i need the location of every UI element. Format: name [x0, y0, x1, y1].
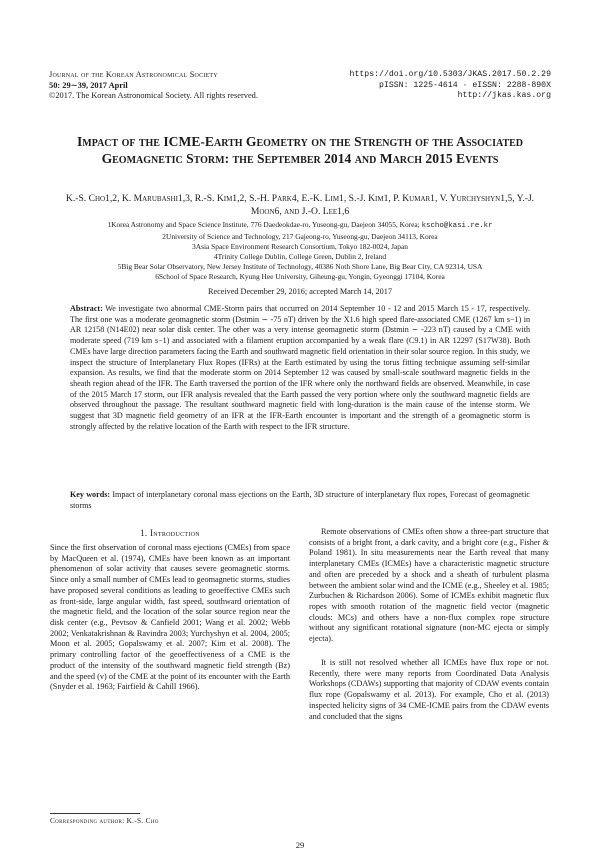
journal-name: Journal of the Korean Astronomical Society [49, 70, 218, 79]
affiliation-text: 6School of Space Research, Kyung Hee University, Giheung-gu, Yongin, Gyeonggi 17104, Korea [155, 271, 445, 281]
issn-line: pISSN: 1225-4614 · eISSN: 2288-890X [379, 80, 551, 90]
intro-right-column [309, 527, 549, 722]
received-date: Received December 29, 2016; accepted March 14, 2017 [208, 287, 392, 296]
footnote-rule [50, 813, 140, 814]
copyright-line: ©2017. The Korean Astronomical Society. All rights reserved. [49, 91, 258, 100]
journal-identifiers [291, 70, 551, 102]
intro-left-column: Since the first observation of coronal mass ejections (CMEs) from space by MacQueen et al. (1974), CMEs have been known as an important phenomenon of solar activity that causes severe geomagnetic storms. Since only a small number of CMEs lead to geomagnetic storms, studies have proposed several conditions as leading to geoeffective CMEs such as front-side, large angular width, fast speed, southward orientation of the magnetic field, and the location of the solar source region near the disk center (e.g., Pevtsov & Canfield 2001; Wang et al. 2002; Webb 2002; Venkatakrishnan & Ravindra 2003; Yurchyshyn et al. 2004, 2005; Moon et al. 2005; Gopalswamy et al. 2007; Kim et al. 2008). The primary controlling factor of the geoeffectiveness of a CME is the product of the intensity of the southward magnetic field strength (Bz) and the speed (v) of the CME at the point of its encounter with the Earth (Snyder et al. 1963; Fairfield & Cahill 1966). [50, 543, 290, 692]
affiliation-line [40, 220, 560, 232]
affiliation-text: 1Korea Astronomy and Space Science Institute, 776 Daedeokdae-ro, Yuseong-gu, Daejeon 34055, Korea; [107, 220, 422, 229]
affiliation-line [40, 262, 560, 272]
keywords-label: Key words: [70, 490, 111, 499]
abstract [70, 304, 530, 433]
journal-url-link[interactable]: http://jkas.kas.org [457, 91, 551, 100]
abstract-label: Abstract: [70, 304, 103, 313]
page-number: 29 [295, 840, 305, 850]
affiliation-line [40, 272, 560, 282]
keywords-text: Impact of interplanetary coronal mass ejections on the Earth, 3D structure of interplanetary flux ropes, Forecast of geomagnetic storms [70, 490, 530, 510]
affiliation-line [40, 252, 560, 262]
paper-title: Impact of the ICME-Earth Geometry on the Strength of the Associated Geomagnetic Storm: the September 2014 and March 2015 Events [76, 134, 524, 166]
affiliations [40, 220, 560, 281]
abstract-text: We investigate two abnormal CME-Storm pairs that occurred on 2014 September 10 - 12 and 2015 March 15 - 17, respectively. The first one was a moderate geomagnetic storm (Dstmin ∼ -75 nT) driven by the X1.6 high speed flare-associated CME (1267 km s−1) in AR 12158 (N14E02) near solar disk center. The other was a very intense geomagnetic storm (Dstmin ∼ -223 nT) caused by a CME with moderate speed (719 km s−1) and associated with a filament eruption accompanied by a weak flare (C9.1) in AR 12297 (S17W38). Both CMEs have large direction parameters facing the Earth and southward magnetic field orientation in their solar source region. In this study, we inspect the structure of Interplanetary Flux Ropes (IFRs) at the Earth estimated by using the torus fitting technique assuming self-similar expansion. As results, we find that the moderate storm on 2014 September 12 was caused by small-scale southward magnetic fields in the sheath region ahead of the IFR. The Earth traversed the portion of the IFR where only the northward fields are observed. Meanwhile, in case of the 2015 March 17 storm, our IFR analysis revealed that the Earth passed the very portion where only the southward magnetic fields are observed throughout the passage. The resultant southward magnetic field with long-duration is the main cause of the intense storm. We suggest that 3D magnetic field geometry of an IFR at the IFR-Earth encounter is important and the strength of a geomagnetic storm is strongly affected by the relative location of the Earth with respect to the IFR structure. [70, 304, 530, 431]
affiliation-text: 2University of Science and Technology, 217 Gajeong-ro, Yuseong-gu, Daejeon 34113, Korea [162, 231, 438, 241]
affiliation-line [40, 232, 560, 242]
section-heading: 1. Introduction [140, 528, 200, 538]
volume-line: 50: 29∼39, 2017 April [49, 80, 128, 90]
email-link[interactable]: kscho@kasi.re.kr [421, 222, 493, 230]
intro-paragraph: It is still not resolved whether all ICMEs have flux rope or not. Recently, there were many reports from Coordinated Data Analysis Workshops (CDAWs) supporting that majority of CDAW events contain flux rope (Gopalswamy et al. 2013). For example, Cho et al. (2013) inspected helicity signs of 34 CME-ICME pairs from the CDAW events and concluded that the signs [309, 657, 549, 721]
keywords [70, 490, 530, 511]
affiliation-line [40, 242, 560, 252]
corresponding-author: Corresponding author: K.-S. Cho [50, 816, 159, 825]
author-list: K.-S. Cho1,2, K. Marubashi1,3, R.-S. Kim1,2, S.-H. Park4, E.-K. Lim1, S.-J. Kim1, P. Kumar1, V. Yurchyshyn1,5, Y.-J. Moon6, and J.-O. Lee1,6 [65, 193, 535, 217]
intro-paragraph: Remote observations of CMEs often show a three-part structure that consists of a bright front, a dark cavity, and a bright core (e.g., Fisher & Poland 1981). In situ measurements near the Earth reveal that many interplanetary CMEs (ICMEs) have a characteristic magnetic structure and often are preceded by a shock and a sheath of turbulent plasma between the ambient solar wind and the ICME (e.g., Sheeley et al. 1985; Zurbuchen & Richardson 2006). Some of ICMEs exhibit magnetic flux ropes with smooth rotation of the magnetic field vector (magnetic clouds: MCs) and others have a non-flux complex rope structure without any significant rotational signature (non-MC ejecta or simply ejecta). [309, 527, 549, 644]
affiliation-text: 4Trinity College Dublin, College Green, Dublin 2, Ireland [213, 251, 387, 261]
doi-link[interactable]: https://doi.org/10.5303/JKAS.2017.50.2.29 [349, 70, 551, 79]
affiliation-text: 5Big Bear Solar Observatory, New Jersey Institute of Technology, 40386 Noth Shore Lane, Big Bear City, CA 92314, USA [117, 261, 483, 271]
affiliation-text: 3Asia Space Environment Research Consortium, Tokyo 182-0024, Japan [192, 241, 408, 251]
